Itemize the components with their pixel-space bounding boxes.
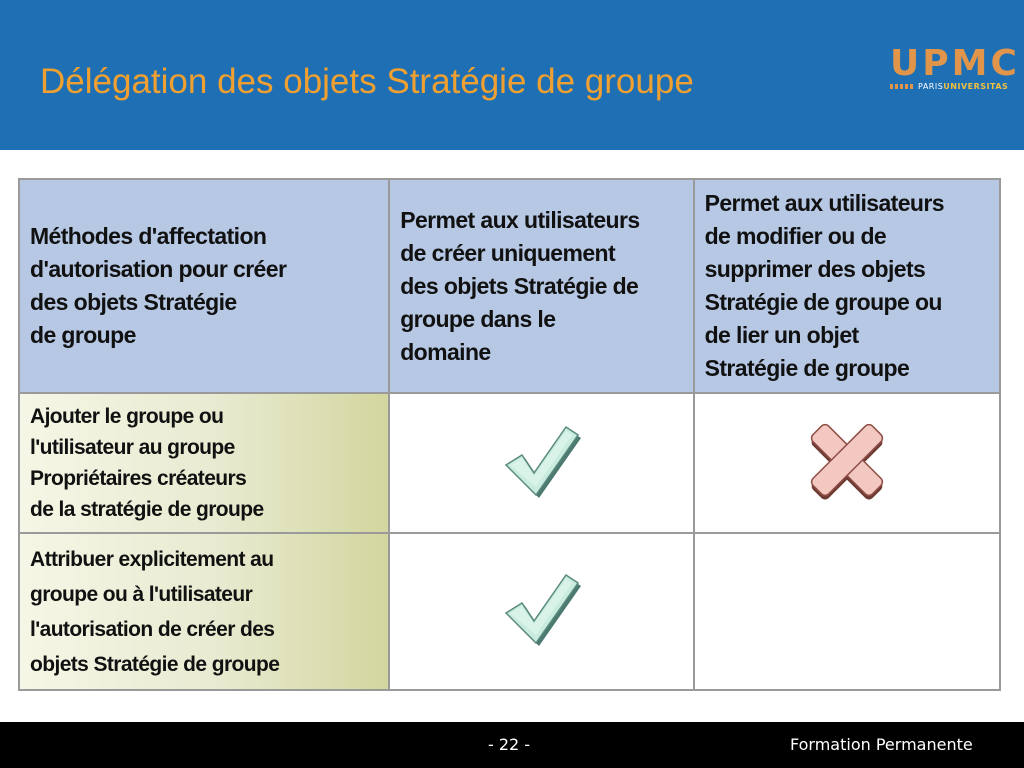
logo-sub-bold: UNIVERSITAS xyxy=(943,82,1009,91)
cell-modify-owners xyxy=(694,393,1000,533)
row-label-explicit-permission xyxy=(19,533,389,690)
row-label-line: groupe ou à l'utilisateur xyxy=(30,582,253,606)
header-line: Stratégie de groupe ou xyxy=(704,289,942,315)
header-line: Stratégie de groupe xyxy=(704,355,910,381)
delegation-table xyxy=(18,178,1001,691)
row-label-line: de la stratégie de groupe xyxy=(30,498,264,521)
row-label-line: Ajouter le groupe ou xyxy=(30,405,224,428)
slide-footer xyxy=(0,722,1024,768)
header-line: Permet aux utilisateurs xyxy=(400,206,640,233)
header-line: groupe dans le xyxy=(400,305,556,332)
cell-modify-explicit xyxy=(694,533,1000,690)
table-header-row xyxy=(19,179,1000,393)
header-line: des objets Stratégie de xyxy=(400,272,639,299)
logo-sub-prefix: PARIS xyxy=(918,82,944,91)
header-line: Méthodes d'affectation xyxy=(30,223,267,249)
logo-building-icon xyxy=(890,84,914,89)
header-line: Permet aux utilisateurs xyxy=(704,190,944,216)
header-line: domaine xyxy=(400,338,491,365)
header-cell-methods xyxy=(19,179,389,393)
cell-create-owners xyxy=(389,393,693,533)
row-label-owners-group xyxy=(19,393,389,533)
header-line: de groupe xyxy=(30,322,136,348)
header-cell-modify xyxy=(694,179,1000,393)
header-cell-create xyxy=(389,179,693,393)
page-number: - 22 - xyxy=(488,735,531,754)
footer-label: Formation Permanente xyxy=(790,735,973,754)
table-row xyxy=(19,393,1000,533)
cell-create-explicit xyxy=(389,533,693,690)
header-line: de lier un objet xyxy=(704,322,859,348)
row-label-line: l'utilisateur au groupe xyxy=(30,436,235,459)
row-label-line: Attribuer explicitement au xyxy=(30,547,274,571)
header-line: d'autorisation pour créer xyxy=(30,256,287,282)
header-line: de modifier ou de xyxy=(704,223,887,249)
row-label-line: l'autorisation de créer des xyxy=(30,617,275,641)
logo-subtitle xyxy=(918,82,1008,91)
cross-icon xyxy=(802,413,892,508)
logo-wordmark: UPMC xyxy=(890,43,1020,84)
slide-title: Délégation des objets Stratégie de groupe xyxy=(40,62,694,101)
header-line: des objets Stratégie xyxy=(30,289,237,315)
slide-header xyxy=(0,0,1024,150)
row-label-line: objets Stratégie de groupe xyxy=(30,652,280,676)
checkmark-icon xyxy=(496,421,586,501)
upmc-logo xyxy=(888,44,1018,96)
table-row xyxy=(19,533,1000,690)
row-label-line: Propriétaires créateurs xyxy=(30,467,247,490)
checkmark-icon xyxy=(496,569,586,649)
header-line: de créer uniquement xyxy=(400,239,616,266)
header-line: supprimer des objets xyxy=(704,256,926,282)
